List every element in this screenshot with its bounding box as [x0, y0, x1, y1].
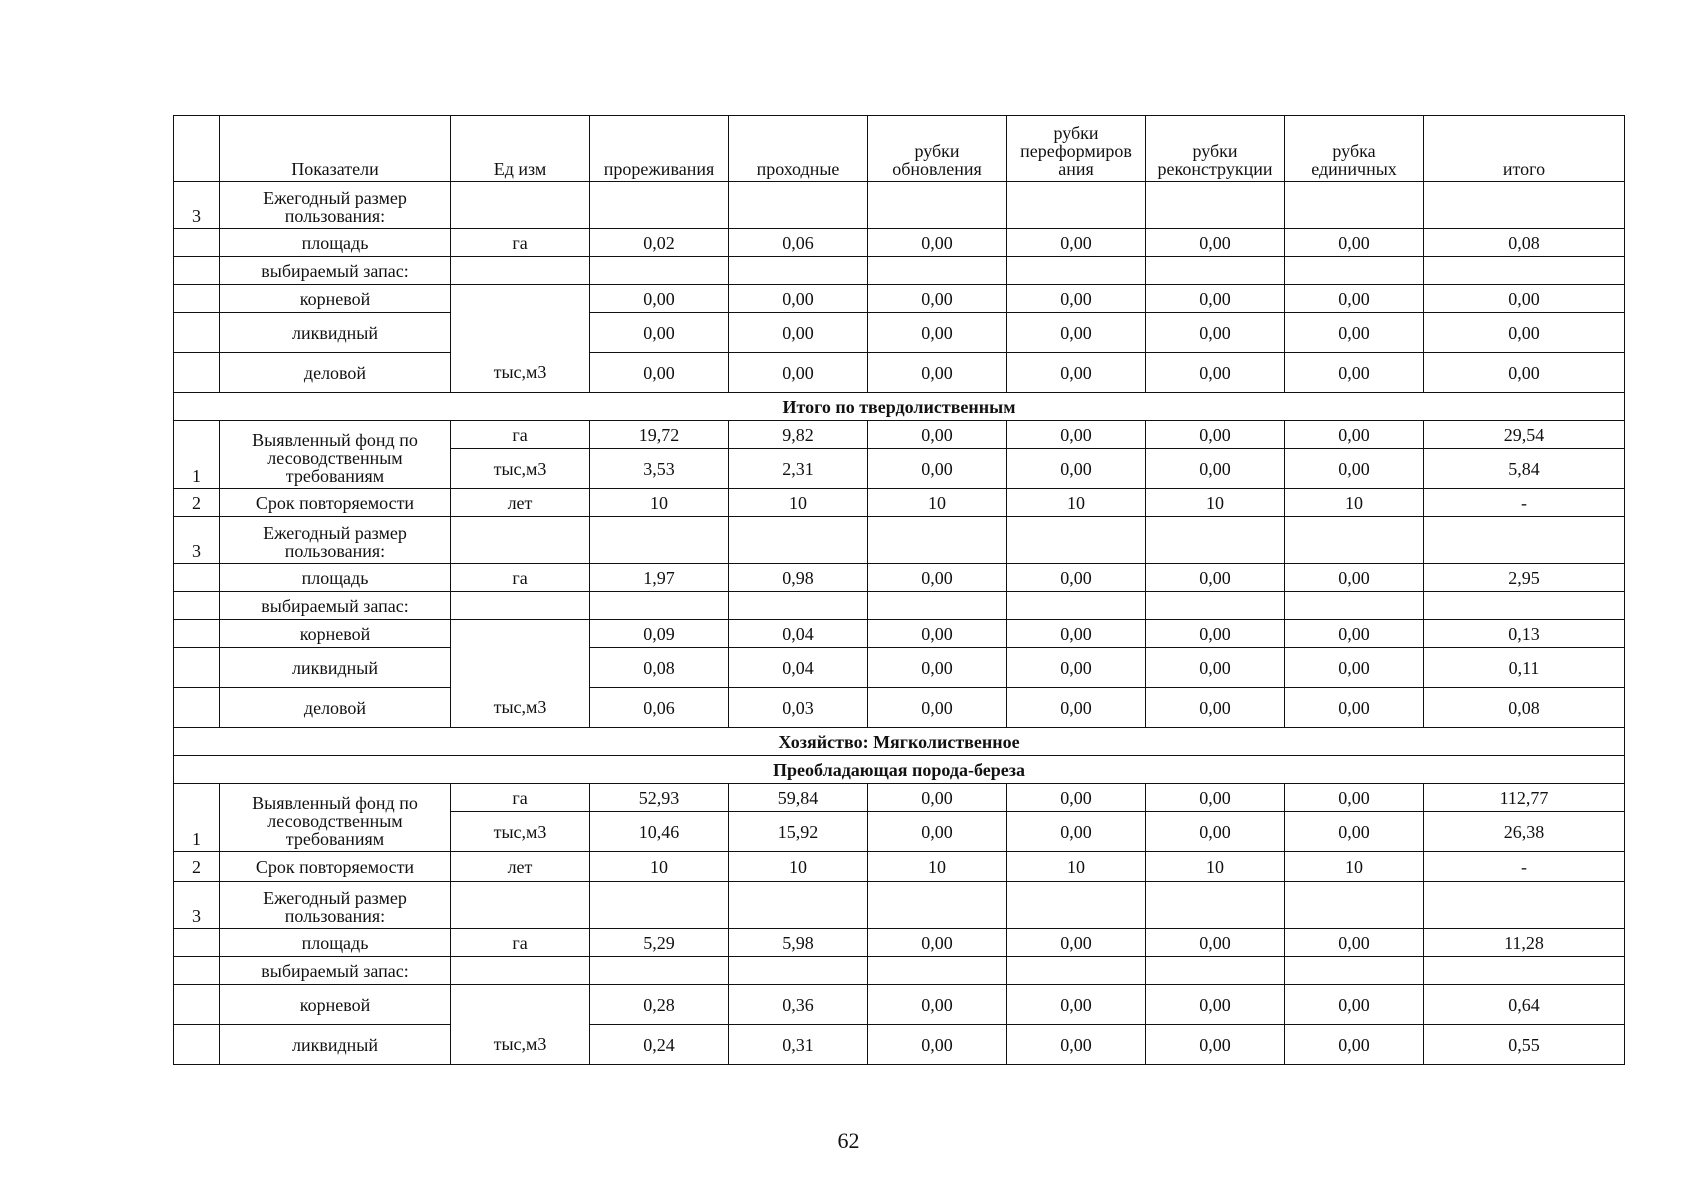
header-unit: Ед изм — [451, 116, 590, 182]
cell-reformation: 0,00 — [1007, 648, 1146, 688]
forest-use-table — [173, 115, 1625, 1065]
row-unit: тыс,м3 — [451, 449, 590, 489]
row-number: 3 — [174, 182, 220, 229]
header-reconstruction: рубки реконструкции — [1146, 116, 1285, 182]
cell-passage: 0,06 — [729, 229, 868, 257]
row-label: ликвидный — [220, 1025, 451, 1065]
header-row — [174, 116, 1625, 182]
cell-reconstruction: 0,00 — [1146, 353, 1285, 393]
section-row — [174, 756, 1625, 784]
cell-total: 0,11 — [1424, 648, 1625, 688]
cell-thinning: 0,06 — [590, 688, 729, 728]
cell-renewal: 0,00 — [868, 688, 1007, 728]
row-number: 3 — [174, 517, 220, 564]
cell-single: 0,00 — [1285, 353, 1424, 393]
cell-reformation: 10 — [1007, 489, 1146, 517]
cell-single: 0,00 — [1285, 929, 1424, 957]
table-row — [174, 421, 1625, 449]
table-row — [174, 648, 1625, 688]
cell-renewal: 0,00 — [868, 564, 1007, 592]
table-row — [174, 229, 1625, 257]
section-title: Итого по твердолиственным — [174, 393, 1625, 421]
cell-passage: 59,84 — [729, 784, 868, 812]
row-number: 2 — [174, 852, 220, 882]
table-row — [174, 985, 1625, 1025]
cell-single: 0,00 — [1285, 421, 1424, 449]
cell-reformation: 0,00 — [1007, 229, 1146, 257]
cell-total: 0,13 — [1424, 620, 1625, 648]
row-label: деловой — [220, 353, 451, 393]
cell-single: 0,00 — [1285, 620, 1424, 648]
cell-total: 0,08 — [1424, 229, 1625, 257]
cell-passage: 0,36 — [729, 985, 868, 1025]
cell-total: 26,38 — [1424, 812, 1625, 852]
row-label: площадь — [220, 564, 451, 592]
cell-total: 0,00 — [1424, 353, 1625, 393]
cell-renewal: 0,00 — [868, 929, 1007, 957]
cell-passage: 10 — [729, 852, 868, 882]
cell-passage: 2,31 — [729, 449, 868, 489]
table-row — [174, 929, 1625, 957]
cell-total: 0,08 — [1424, 688, 1625, 728]
cell-thinning: 5,29 — [590, 929, 729, 957]
cell-reconstruction: 10 — [1146, 852, 1285, 882]
row-label: деловой — [220, 688, 451, 728]
row-label: Ежегодный размер пользования: — [220, 517, 451, 564]
cell-single: 0,00 — [1285, 285, 1424, 313]
cell-total: 5,84 — [1424, 449, 1625, 489]
row-label — [220, 421, 451, 489]
cell-passage: 9,82 — [729, 421, 868, 449]
row-label: Ежегодный размер пользования: — [220, 182, 451, 229]
cell-reconstruction: 0,00 — [1146, 648, 1285, 688]
header-thinning: прореживания — [590, 116, 729, 182]
cell-thinning: 0,09 — [590, 620, 729, 648]
cell-reformation: 0,00 — [1007, 564, 1146, 592]
cell-reformation: 0,00 — [1007, 421, 1146, 449]
cell-reformation: 0,00 — [1007, 313, 1146, 353]
row-number: 2 — [174, 489, 220, 517]
cell-thinning: 0,28 — [590, 985, 729, 1025]
cell-thinning: 0,00 — [590, 353, 729, 393]
table-row — [174, 882, 1625, 929]
table-row — [174, 564, 1625, 592]
row-unit: лет — [451, 489, 590, 517]
cell-thinning: 0,08 — [590, 648, 729, 688]
cell-reformation: 0,00 — [1007, 929, 1146, 957]
cell-single: 0,00 — [1285, 688, 1424, 728]
cell-passage: 0,00 — [729, 313, 868, 353]
row-label: корневой — [220, 985, 451, 1025]
cell-reconstruction: 0,00 — [1146, 929, 1285, 957]
cell-total: 0,64 — [1424, 985, 1625, 1025]
table-row — [174, 784, 1625, 812]
cell-renewal: 0,00 — [868, 313, 1007, 353]
row-label: Срок повторяемости — [220, 852, 451, 882]
row-label: Ежегодный размер пользования: — [220, 882, 451, 929]
header-num — [174, 116, 220, 182]
header-renewal: рубки обновления — [868, 116, 1007, 182]
cell-passage: 0,00 — [729, 353, 868, 393]
cell-passage: 0,04 — [729, 620, 868, 648]
cell-renewal: 0,00 — [868, 449, 1007, 489]
cell-reconstruction: 10 — [1146, 489, 1285, 517]
row-label: площадь — [220, 229, 451, 257]
cell-thinning: 10 — [590, 489, 729, 517]
cell-reconstruction: 0,00 — [1146, 784, 1285, 812]
cell-total: 0,00 — [1424, 313, 1625, 353]
table-row — [174, 257, 1625, 285]
cell-thinning: 0,00 — [590, 285, 729, 313]
row-number: 1 — [174, 449, 220, 489]
cell-total: 29,54 — [1424, 421, 1625, 449]
row-unit: тыс,м3 — [451, 1025, 590, 1065]
cell-single: 10 — [1285, 852, 1424, 882]
cell-passage: 0,03 — [729, 688, 868, 728]
cell-thinning: 10 — [590, 852, 729, 882]
header-passage: проходные — [729, 116, 868, 182]
cell-total: 11,28 — [1424, 929, 1625, 957]
table-row — [174, 592, 1625, 620]
cell-total: - — [1424, 852, 1625, 882]
cell-single: 0,00 — [1285, 985, 1424, 1025]
cell-total: - — [1424, 489, 1625, 517]
cell-reformation: 0,00 — [1007, 1025, 1146, 1065]
table-row — [174, 517, 1625, 564]
row-unit: га — [451, 929, 590, 957]
cell-renewal: 0,00 — [868, 229, 1007, 257]
row-label: ликвидный — [220, 648, 451, 688]
cell-renewal: 0,00 — [868, 812, 1007, 852]
cell-thinning: 3,53 — [590, 449, 729, 489]
table-row — [174, 620, 1625, 648]
cell-renewal: 0,00 — [868, 620, 1007, 648]
table-row — [174, 852, 1625, 882]
row-label: корневой — [220, 620, 451, 648]
cell-reconstruction: 0,00 — [1146, 285, 1285, 313]
cell-total: 0,55 — [1424, 1025, 1625, 1065]
row-label: площадь — [220, 929, 451, 957]
cell-renewal: 0,00 — [868, 784, 1007, 812]
cell-reformation: 0,00 — [1007, 812, 1146, 852]
row-unit: га — [451, 229, 590, 257]
row-unit: тыс,м3 — [451, 812, 590, 852]
cell-renewal: 0,00 — [868, 985, 1007, 1025]
row-unit: га — [451, 784, 590, 812]
cell-renewal: 0,00 — [868, 1025, 1007, 1065]
cell-passage: 0,98 — [729, 564, 868, 592]
row-label: выбираемый запас: — [220, 257, 451, 285]
cell-thinning: 0,02 — [590, 229, 729, 257]
table-row — [174, 285, 1625, 313]
cell-single: 0,00 — [1285, 449, 1424, 489]
cell-passage: 15,92 — [729, 812, 868, 852]
cell-reformation: 0,00 — [1007, 285, 1146, 313]
row-label: выбираемый запас: — [220, 957, 451, 985]
cell-reformation: 0,00 — [1007, 449, 1146, 489]
cell-single: 0,00 — [1285, 229, 1424, 257]
row-unit: лет — [451, 852, 590, 882]
row-label — [220, 784, 451, 852]
cell-total: 2,95 — [1424, 564, 1625, 592]
cell-single: 0,00 — [1285, 564, 1424, 592]
row-label: ликвидный — [220, 313, 451, 353]
cell-thinning: 52,93 — [590, 784, 729, 812]
header-total: итого — [1424, 116, 1625, 182]
header-indicators: Показатели — [220, 116, 451, 182]
cell-thinning: 1,97 — [590, 564, 729, 592]
cell-single: 10 — [1285, 489, 1424, 517]
cell-single: 0,00 — [1285, 812, 1424, 852]
table-row — [174, 313, 1625, 353]
table-row — [174, 688, 1625, 728]
cell-reconstruction: 0,00 — [1146, 313, 1285, 353]
cell-reconstruction: 0,00 — [1146, 421, 1285, 449]
cell-reformation: 0,00 — [1007, 688, 1146, 728]
table-row — [174, 353, 1625, 393]
cell-reconstruction: 0,00 — [1146, 1025, 1285, 1065]
row-number: 1 — [174, 812, 220, 852]
cell-renewal: 0,00 — [868, 353, 1007, 393]
cell-renewal: 0,00 — [868, 285, 1007, 313]
section-row — [174, 728, 1625, 756]
cell-passage: 10 — [729, 489, 868, 517]
cell-reformation: 0,00 — [1007, 784, 1146, 812]
section-title: Хозяйство: Мягколиственное — [174, 728, 1625, 756]
table-row — [174, 182, 1625, 229]
cell-total: 0,00 — [1424, 285, 1625, 313]
cell-passage: 0,31 — [729, 1025, 868, 1065]
row-unit: га — [451, 564, 590, 592]
row-number: 3 — [174, 882, 220, 929]
cell-thinning: 19,72 — [590, 421, 729, 449]
cell-thinning: 0,24 — [590, 1025, 729, 1065]
cell-passage: 0,00 — [729, 285, 868, 313]
page-number: 62 — [837, 1128, 860, 1153]
table-row — [174, 489, 1625, 517]
cell-reformation: 0,00 — [1007, 985, 1146, 1025]
cell-passage: 0,04 — [729, 648, 868, 688]
cell-reconstruction: 0,00 — [1146, 620, 1285, 648]
fund-label: Выявленный фонд по лесоводственным требованиям — [252, 793, 418, 849]
table-row — [174, 1025, 1625, 1065]
cell-reconstruction: 0,00 — [1146, 449, 1285, 489]
row-unit: тыс,м3 — [451, 353, 590, 393]
cell-renewal: 10 — [868, 852, 1007, 882]
cell-single: 0,00 — [1285, 1025, 1424, 1065]
cell-renewal: 10 — [868, 489, 1007, 517]
header-single: рубка единичных — [1285, 116, 1424, 182]
header-reformation: рубки переформиров ания — [1007, 116, 1146, 182]
cell-reconstruction: 0,00 — [1146, 564, 1285, 592]
fund-label: Выявленный фонд по лесоводственным требованиям — [252, 430, 418, 486]
table-row — [174, 957, 1625, 985]
row-label: Срок повторяемости — [220, 489, 451, 517]
cell-reconstruction: 0,00 — [1146, 985, 1285, 1025]
cell-single: 0,00 — [1285, 784, 1424, 812]
cell-reconstruction: 0,00 — [1146, 688, 1285, 728]
cell-total: 112,77 — [1424, 784, 1625, 812]
row-unit: га — [451, 421, 590, 449]
row-label: корневой — [220, 285, 451, 313]
cell-reformation: 0,00 — [1007, 620, 1146, 648]
cell-single: 0,00 — [1285, 313, 1424, 353]
cell-renewal: 0,00 — [868, 421, 1007, 449]
cell-thinning: 10,46 — [590, 812, 729, 852]
cell-single: 0,00 — [1285, 648, 1424, 688]
section-title: Преобладающая порода-береза — [174, 756, 1625, 784]
cell-reconstruction: 0,00 — [1146, 229, 1285, 257]
row-label: выбираемый запас: — [220, 592, 451, 620]
cell-reformation: 10 — [1007, 852, 1146, 882]
cell-passage: 5,98 — [729, 929, 868, 957]
cell-reconstruction: 0,00 — [1146, 812, 1285, 852]
cell-renewal: 0,00 — [868, 648, 1007, 688]
row-unit: тыс,м3 — [451, 688, 590, 728]
cell-thinning: 0,00 — [590, 313, 729, 353]
cell-reformation: 0,00 — [1007, 353, 1146, 393]
section-row — [174, 393, 1625, 421]
